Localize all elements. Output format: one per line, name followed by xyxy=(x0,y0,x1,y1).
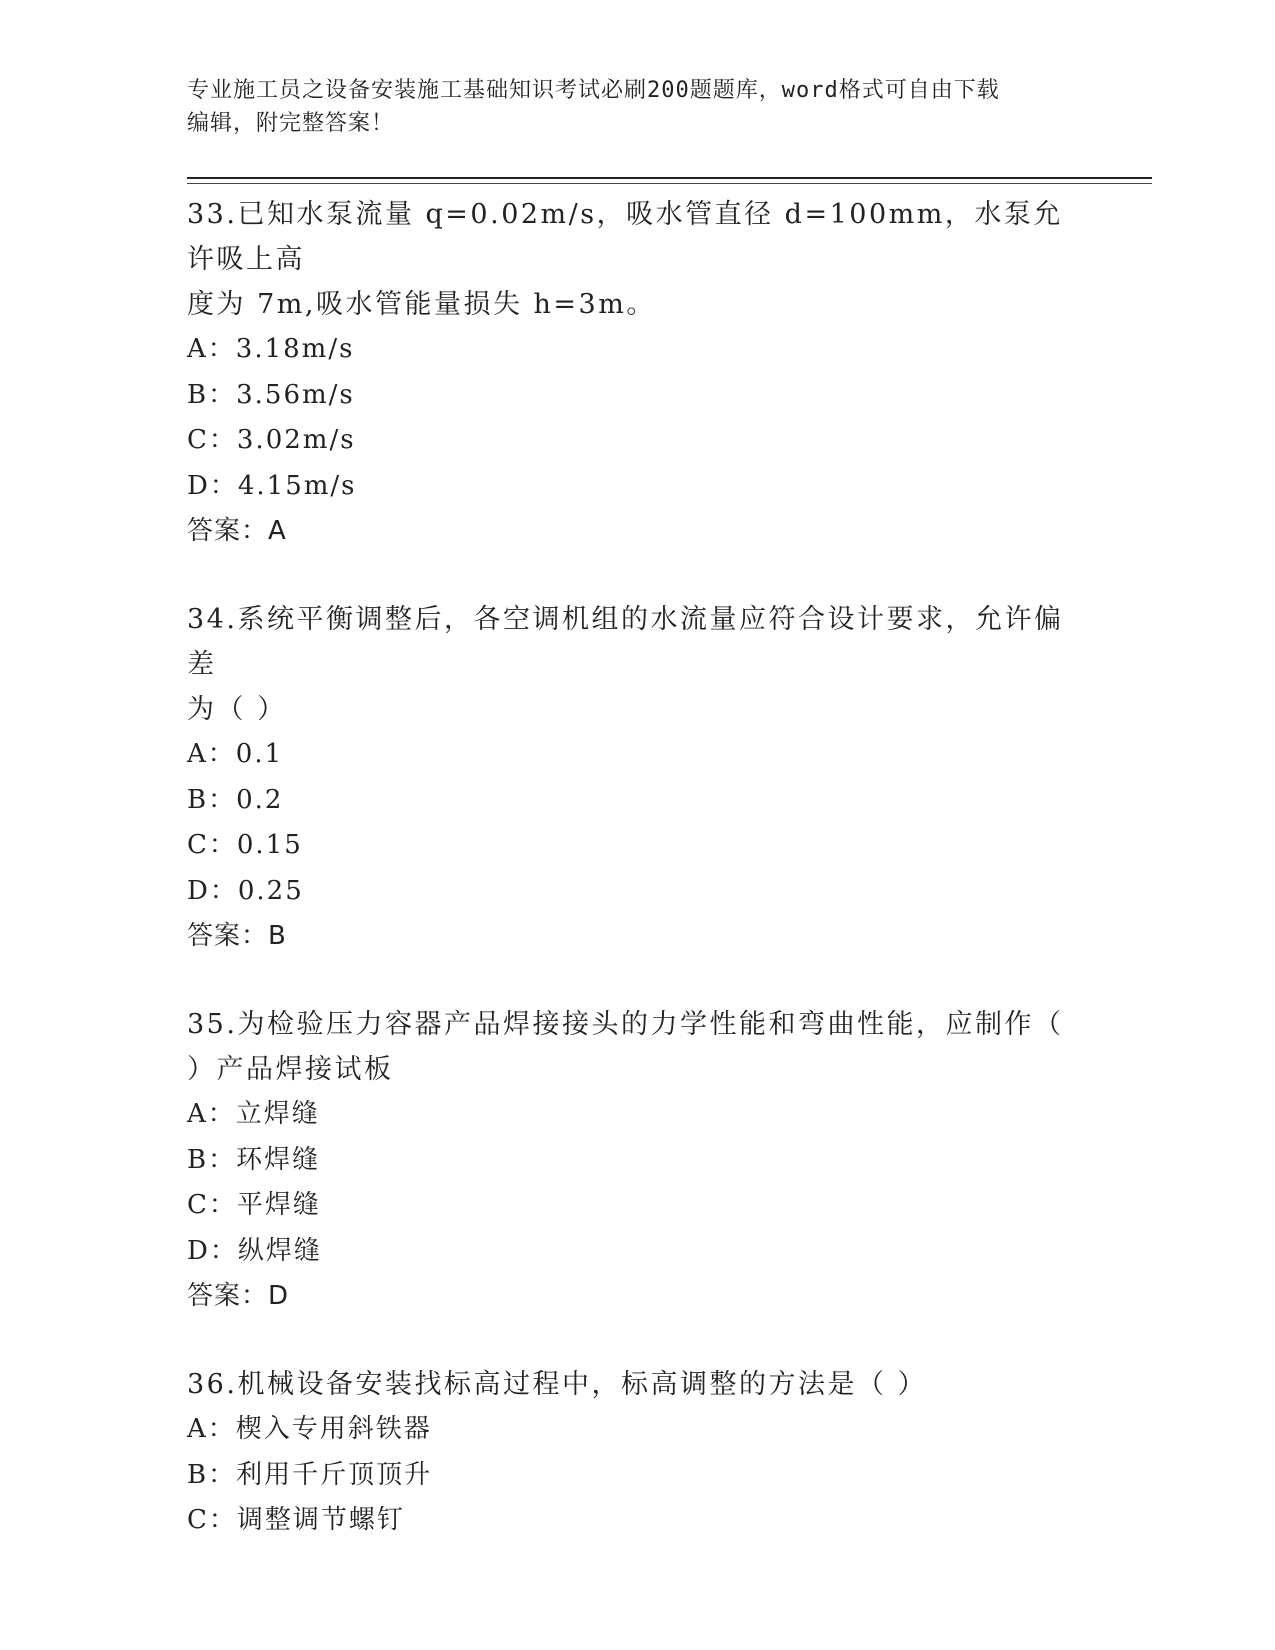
question-stem xyxy=(187,192,1087,327)
question-36 xyxy=(187,1362,1087,1544)
option-c: C：调整调节螺钉 xyxy=(187,1505,405,1535)
question-stem-line: 35.为检验压力容器产品焊接接头的力学性能和弯曲性能，应制作（ xyxy=(187,1009,1064,1040)
option-a: A：立焊缝 xyxy=(187,1099,320,1129)
option-b: B：环焊缝 xyxy=(187,1144,321,1175)
document-header xyxy=(187,74,1087,140)
question-stem-line: 34.系统平衡调整后，各空调机组的水流量应符合设计要求，允许偏差 xyxy=(187,604,1064,680)
question-stem-line: 度为 7m,吸水管能量损失 h=3m。 xyxy=(187,289,656,320)
question-stem xyxy=(187,597,1087,732)
question-stem xyxy=(187,1002,1087,1092)
question-stem xyxy=(187,1362,1087,1407)
option-d: D：4.15m/s xyxy=(187,470,357,501)
option-a: A：楔入专用斜铁器 xyxy=(187,1414,432,1444)
option-a: A：3.18m/s xyxy=(187,334,355,364)
answer-line: 答案：B xyxy=(187,921,287,951)
question-stem-line: 33.已知水泵流量 q=0.02m/s，吸水管直径 d=100mm，水泵允许吸上高 xyxy=(187,199,1063,275)
option-b: B：利用千斤顶顶升 xyxy=(187,1459,433,1490)
option-d: D：0.25 xyxy=(187,875,304,906)
question-35 xyxy=(187,1002,1087,1319)
header-line-2: 编辑，附完整答案！ xyxy=(187,111,395,136)
question-stem-line: ）产品焊接试板 xyxy=(187,1054,394,1085)
option-d: D：纵焊缝 xyxy=(187,1235,322,1266)
option-c: C：0.15 xyxy=(187,830,303,860)
question-list xyxy=(187,192,1087,1587)
header-line-1: 专业施工员之设备安装施工基础知识考试必刷200题题库，word格式可自由下载 xyxy=(187,78,1000,103)
option-b: B：0.2 xyxy=(187,784,284,815)
answer-line: 答案：A xyxy=(187,516,287,546)
header-rule-thin xyxy=(187,183,1152,184)
option-b: B：3.56m/s xyxy=(187,379,355,410)
option-a: A：0.1 xyxy=(187,739,284,769)
question-33 xyxy=(187,192,1087,554)
question-stem-line: 36.机械设备安装找标高过程中，标高调整的方法是（ ） xyxy=(187,1369,928,1400)
header-rule-thick xyxy=(187,177,1152,179)
option-c: C：平焊缝 xyxy=(187,1190,321,1220)
option-c: C：3.02m/s xyxy=(187,425,356,455)
answer-line: 答案：D xyxy=(187,1281,290,1311)
question-34 xyxy=(187,597,1087,959)
question-stem-line: 为（ ） xyxy=(187,694,287,725)
